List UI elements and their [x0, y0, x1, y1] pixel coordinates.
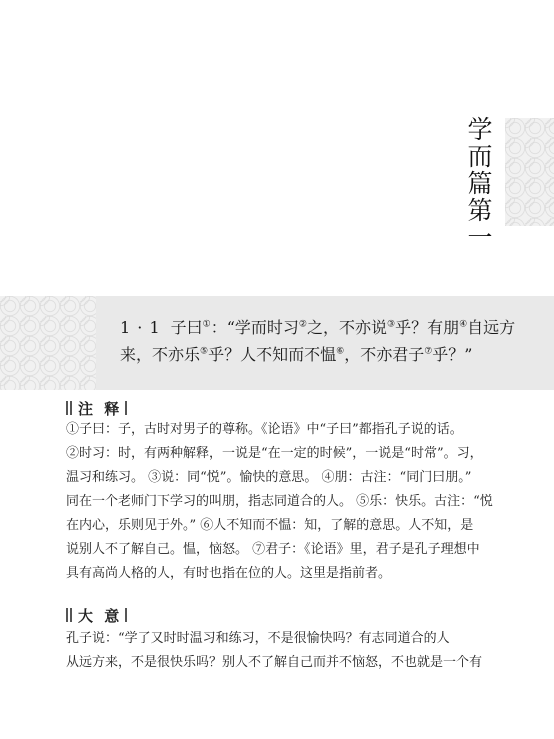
notes-line: 温习和练习。 ③说：同“悦”。愉快的意思。 ④朋：古注：“同门曰朋。”	[66, 470, 472, 485]
notes-line: 具有高尚人格的人，有时也指在位的人。这里是指前者。	[66, 566, 392, 581]
notes-line: 在内心，乐则见于外。” ⑥人不知而不愠：知，了解的意思。人不知，是	[66, 518, 474, 533]
verse-segment: 乎？”	[432, 345, 473, 364]
verse-segment: 子曰	[170, 318, 203, 337]
notes-heading-label: 注 释	[78, 399, 123, 418]
notes-heading	[66, 398, 127, 418]
verse-segment: 之，不亦说	[306, 318, 387, 337]
note-marker: ⑦	[424, 346, 433, 357]
note-marker: ⑥	[336, 346, 345, 357]
note-marker: ⑤	[200, 346, 209, 357]
verse-body	[120, 318, 515, 364]
chapter-title: 学而篇第一	[464, 116, 493, 251]
verse-segment: 乎？人不知而不愠	[208, 345, 337, 364]
notes-line: ①子曰：子，古时对男子的尊称。《论语》中“子曰”都指孔子说的话。	[66, 422, 463, 437]
verse-number: 1 · 1	[120, 318, 161, 337]
notes-line: ②时习：时，有两种解释，一说是“在一定的时候”，一说是“时常”。习，	[66, 446, 483, 461]
note-marker: ①	[202, 319, 211, 330]
summary-line: 从远方来，不是很快乐吗？别人不了解自己而并不恼怒，不也就是一个有	[66, 655, 483, 670]
note-marker: ②	[298, 319, 307, 330]
notes-paragraph	[66, 418, 496, 586]
verse-segment: 乎？有朋	[395, 318, 460, 337]
chapter-tab-pattern	[505, 118, 554, 226]
notes-line: 说别人不了解自己。愠，恼怒。 ⑦君子：《论语》里，君子是孔子理想中	[66, 542, 480, 557]
note-marker: ④	[459, 319, 468, 330]
summary-heading-label: 大 意	[78, 606, 123, 625]
verse-segment: ：“学而时习	[210, 318, 299, 337]
note-marker: ③	[387, 319, 396, 330]
notes-line: 同在一个老师门下学习的叫朋，指志同道合的人。 ⑤乐：快乐。古注：“悦	[66, 494, 493, 509]
quote-text	[120, 314, 520, 368]
verse-segment: ，不亦君子	[344, 345, 425, 364]
summary-line: 孔子说：“学了又时时温习和练习，不是很愉快吗？有志同道合的人	[66, 631, 450, 646]
summary-paragraph	[66, 627, 496, 675]
summary-heading	[66, 605, 127, 625]
verse-segment: 自远方来，不亦乐	[120, 318, 516, 364]
